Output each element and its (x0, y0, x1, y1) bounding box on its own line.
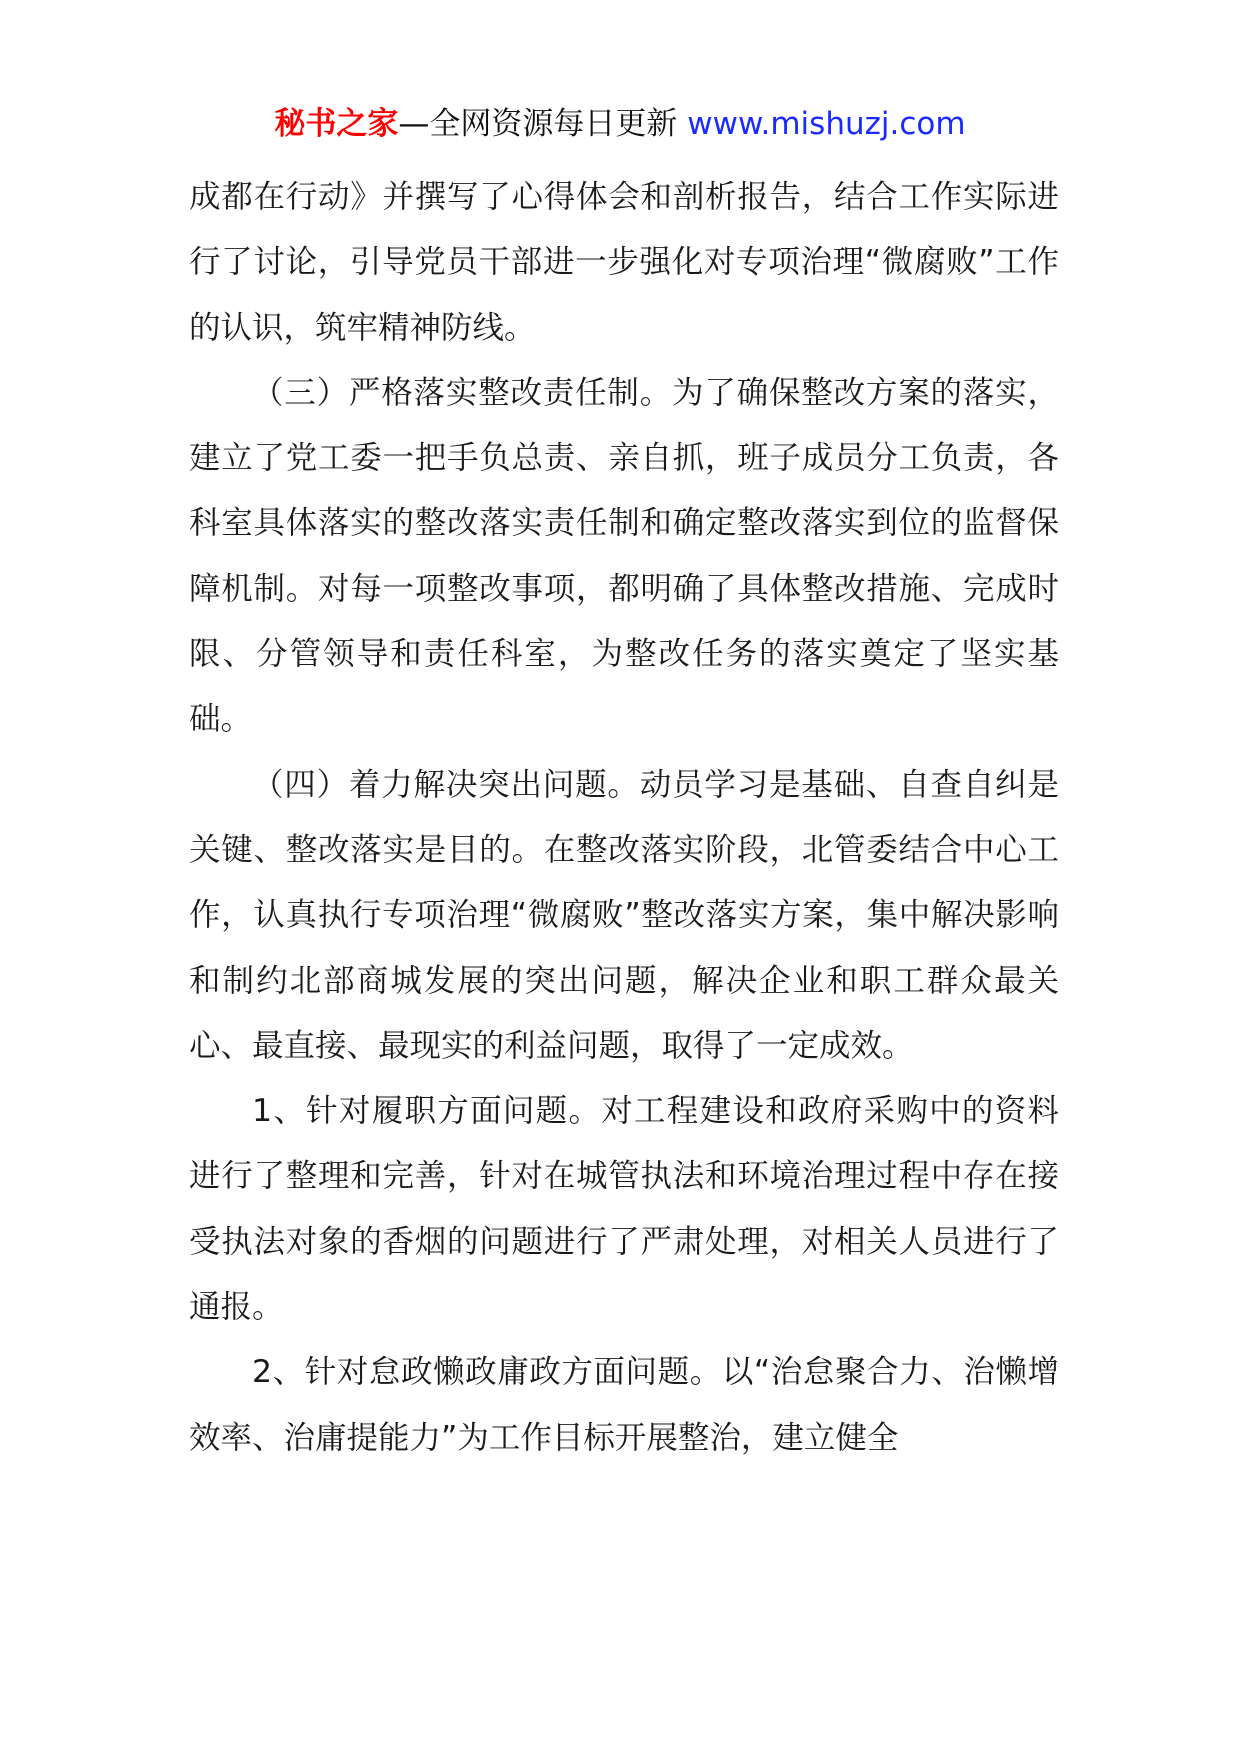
brand-name: 秘书之家 (274, 106, 399, 142)
paragraph-section-three: （三）严格落实整改责任制。为了确保整改方案的落实，建立了党工委一把手负总责、亲自抓，班子成员分工负责，各科室具体落实的整改落实责任制和确定整改落实到位的监督保障机制。对每一项整改事项，都明确了具体整改措施、完成时限、分管领导和责任科室，为整改任务的落实奠定了坚实基础。 (189, 374, 1059, 738)
site-url-link[interactable]: www.mishuzj.com (687, 106, 966, 142)
paragraph-continued: 成都在行动》并撰写了心得体会和剖析报告，结合工作实际进行了讨论，引导党员干部进一步强化对专项治理“微腐败”工作的认识，筑牢精神防线。 (189, 179, 1059, 346)
header-tagline: —全网资源每日更新 (398, 106, 688, 142)
paragraph-item-one: 1、针对履职方面问题。对工程建设和政府采购中的资料进行了整理和完善，针对在城管执法和环境治理过程中存在接受执法对象的香烟的问题进行了严肃处理，对相关人员进行了通报。 (189, 1093, 1059, 1326)
page-header (0, 102, 1240, 146)
document-body (189, 165, 1059, 1471)
paragraph-section-four: （四）着力解决突出问题。动员学习是基础、自查自纠是关键、整改落实是目的。在整改落实阶段，北管委结合中心工作，认真执行专项治理“微腐败”整改落实方案，集中解决影响和制约北部商城发展的突出问题，解决企业和职工群众最关心、最直接、最现实的利益问题，取得了一定成效。 (189, 766, 1059, 1064)
paragraph-item-two: 2、针对怠政懒政庸政方面问题。以“治怠聚合力、治懒增效率、治庸提能力”为工作目标开展整治，建立健全 (189, 1354, 1059, 1456)
